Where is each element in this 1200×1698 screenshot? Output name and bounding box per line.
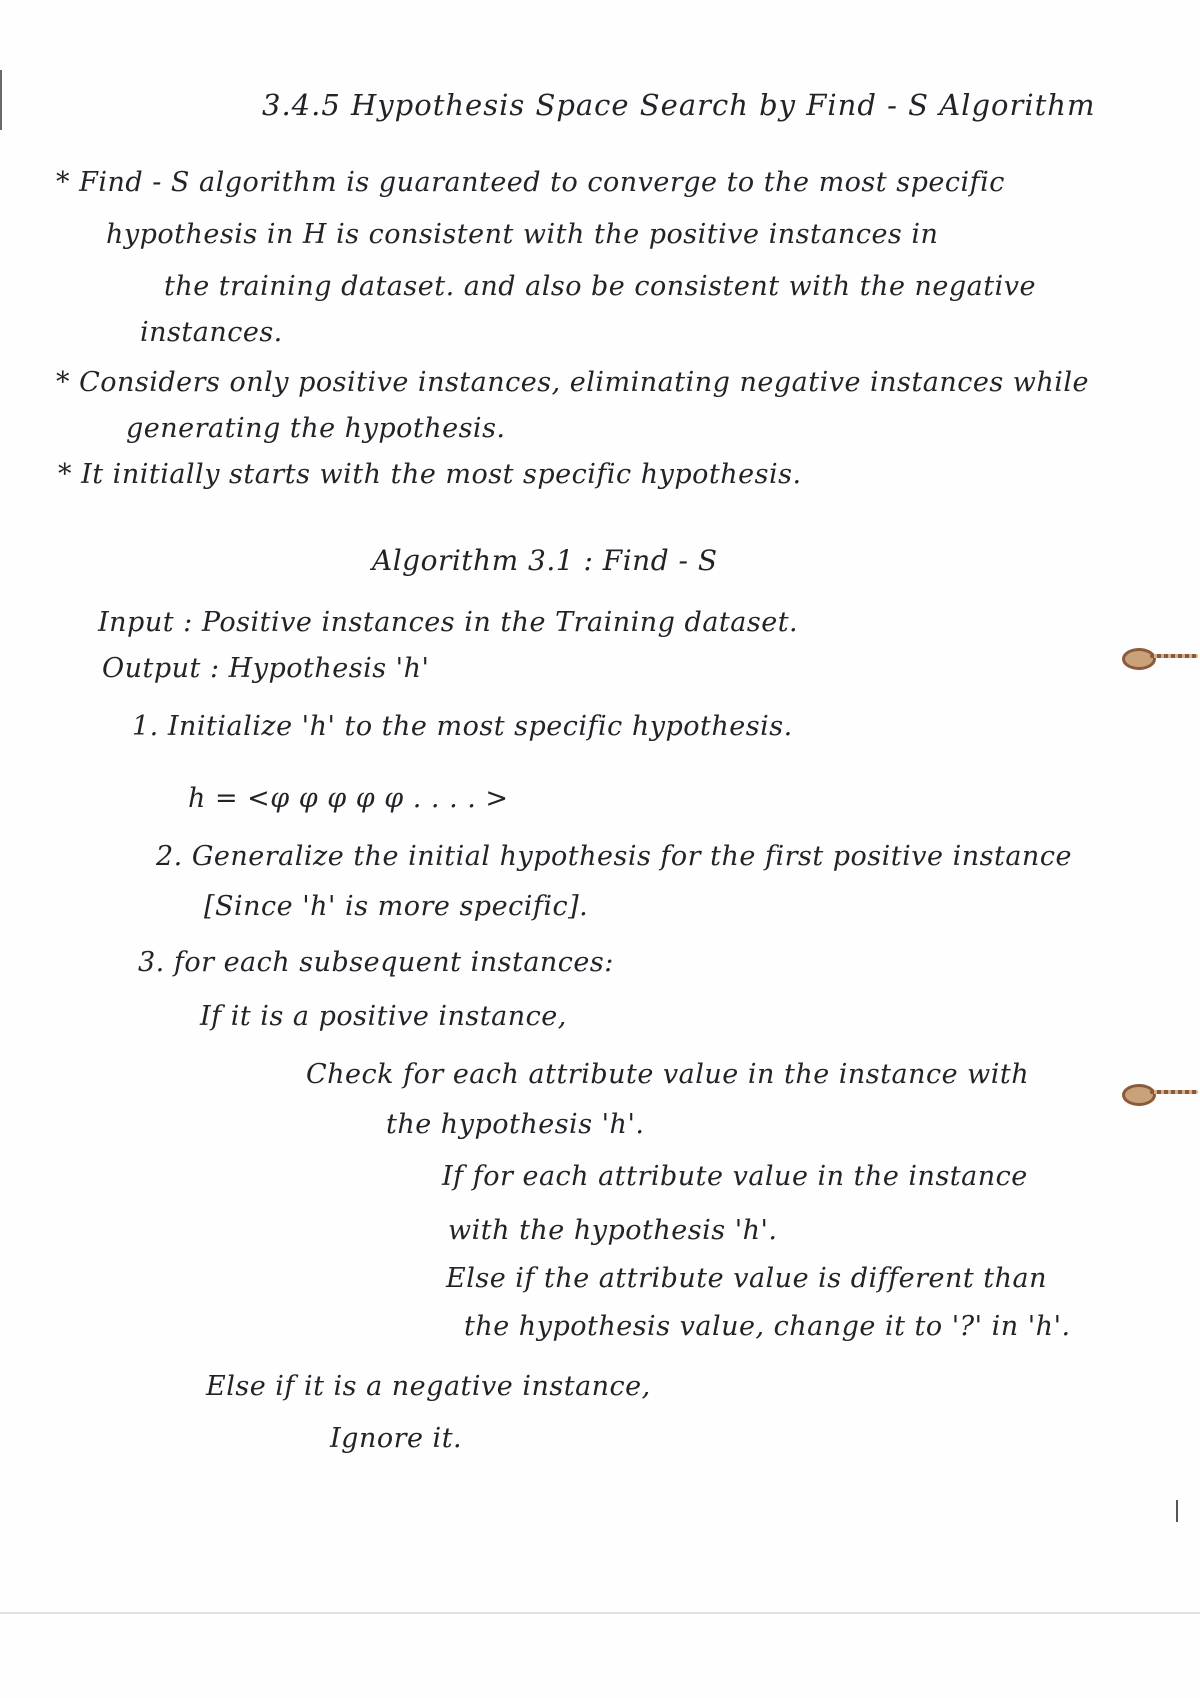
check-line-2: the hypothesis 'h'. (386, 1109, 645, 1140)
else-negative: Else if it is a negative instance, (206, 1371, 651, 1402)
bullet-line-3: the training dataset. and also be consistent with the negative (164, 271, 1036, 302)
check-line-1: Check for each attribute value in the instance with (306, 1059, 1030, 1090)
else-line-2: the hypothesis value, change it to '?' in 'h'. (464, 1311, 1071, 1342)
step-2-line-1: 2. Generalize the initial hypothesis for the first positive instance (156, 841, 1072, 872)
algorithm-title: Algorithm 3.1 : Find - S (372, 544, 718, 577)
bullet-line-6: generating the hypothesis. (126, 413, 506, 444)
if-each-line-1: If for each attribute value in the instance (442, 1161, 1028, 1192)
if-positive: If it is a positive instance, (200, 1001, 567, 1032)
if-each-line-2: with the hypothesis 'h'. (448, 1215, 778, 1246)
step-3: 3. for each subsequent instances: (138, 947, 614, 978)
bullet-line-7: * It initially starts with the most specific hypothesis. (58, 459, 802, 490)
else-line-1: Else if the attribute value is different than (446, 1263, 1048, 1294)
algorithm-input: Input : Positive instances in the Training dataset. (98, 607, 799, 638)
pen-mark (1176, 1500, 1178, 1522)
page-left-edge (0, 70, 2, 130)
ignore-it: Ignore it. (330, 1423, 463, 1454)
bullet-line-2: hypothesis in H is consistent with the positive instances in (106, 219, 939, 250)
page-bottom-shadow (0, 1612, 1200, 1614)
binder-ring-bottom (1122, 1084, 1156, 1106)
binder-wire-top (1150, 654, 1198, 658)
binder-ring-top (1122, 648, 1156, 670)
bullet-line-5: * Considers only positive instances, eliminating negative instances while (56, 367, 1090, 398)
algorithm-output: Output : Hypothesis 'h' (102, 653, 430, 684)
binder-wire-bottom (1150, 1090, 1198, 1094)
step-1: 1. Initialize 'h' to the most specific hypothesis. (132, 711, 793, 742)
bullet-line-4: instances. (140, 317, 283, 348)
step-1-formula: h = <φ φ φ φ φ . . . . > (188, 783, 509, 814)
bullet-line-1: * Find - S algorithm is guaranteed to converge to the most specific (56, 167, 1005, 198)
section-title: 3.4.5 Hypothesis Space Search by Find - S Algorithm (262, 88, 1096, 122)
step-2-line-2: [Since 'h' is more specific]. (204, 891, 589, 922)
